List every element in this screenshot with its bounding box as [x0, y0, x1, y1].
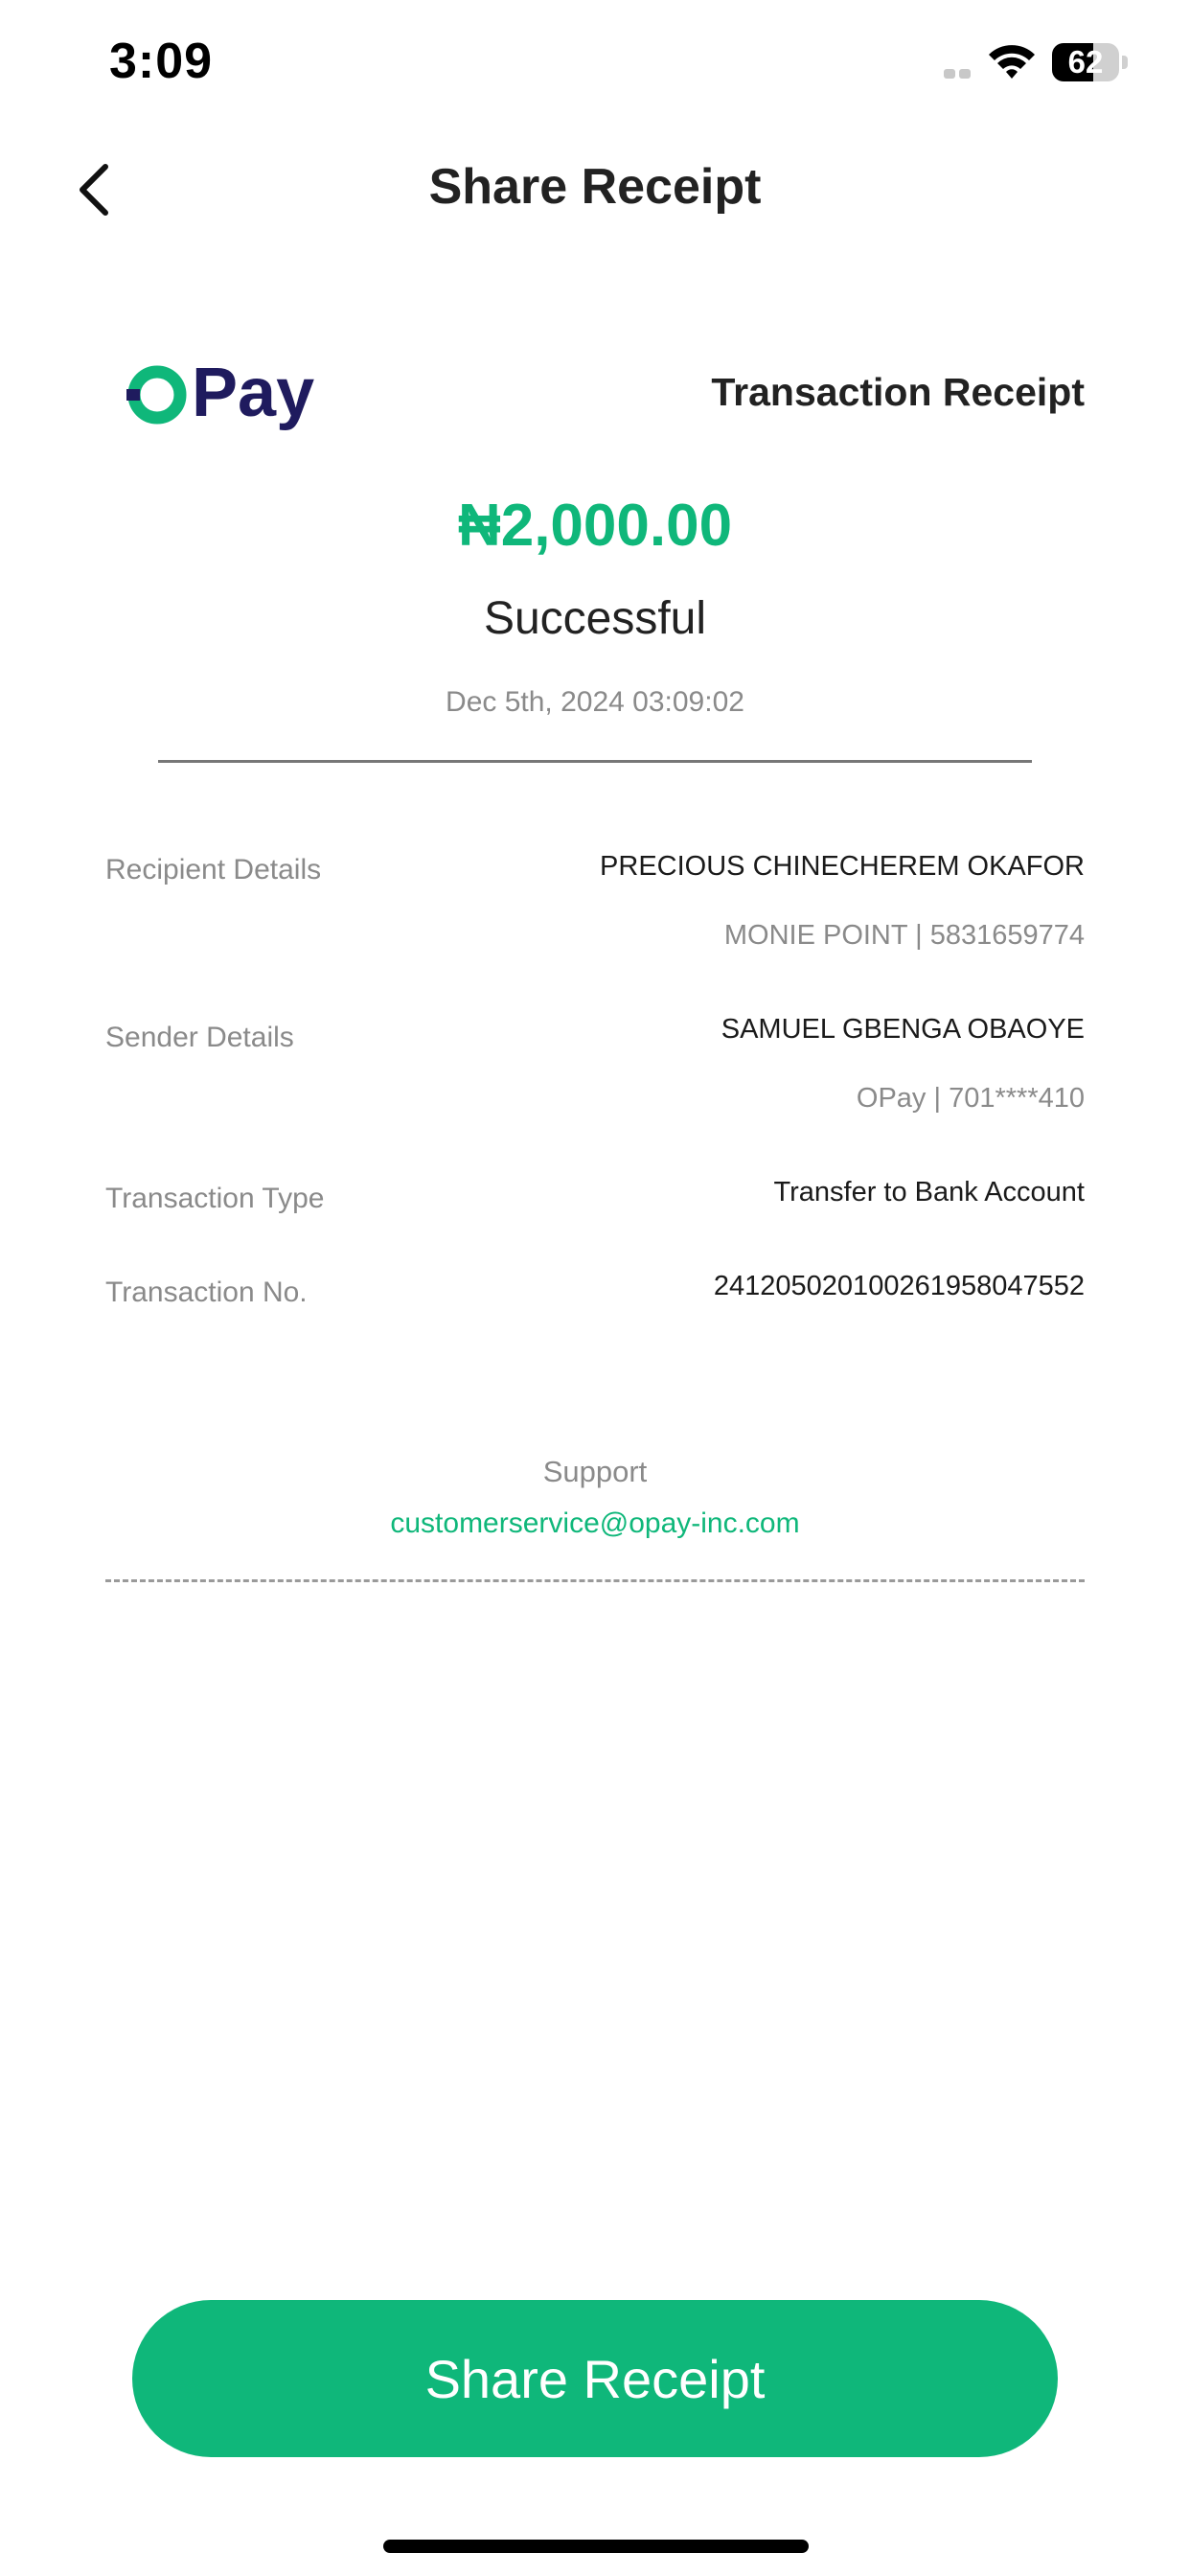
transaction-no-value: 241205020100261958047552 [713, 1271, 1085, 1301]
transaction-amount: ₦2,000.00 [457, 493, 733, 559]
svg-text:Pay: Pay [192, 356, 315, 431]
transaction-no-label: Transaction No. [105, 1276, 308, 1308]
transaction-type-value: Transfer to Bank Account [773, 1177, 1085, 1208]
support-label: Support [542, 1455, 648, 1488]
dashed-divider [105, 1579, 1085, 1582]
receipt-title: Transaction Receipt [711, 370, 1085, 414]
status-time: 3:09 [109, 34, 214, 89]
recipient-name: PRECIOUS CHINECHEREM OKAFOR [600, 851, 1085, 882]
support-email-link[interactable]: customerservice@opay-inc.com [390, 1507, 800, 1539]
opay-logo [123, 356, 333, 433]
divider [158, 760, 1032, 763]
transaction-datetime: Dec 5th, 2024 03:09:02 [446, 686, 744, 718]
sender-details-label: Sender Details [105, 1022, 294, 1053]
battery-icon [1052, 43, 1129, 81]
transaction-status: Successful [483, 593, 707, 644]
recipient-account: MONIE POINT | 5831659774 [723, 920, 1085, 951]
recipient-details-label: Recipient Details [105, 854, 322, 886]
sender-name: SAMUEL GBENGA OBAOYE [721, 1014, 1085, 1045]
sender-account: OPay | 701****410 [856, 1083, 1085, 1114]
home-indicator [383, 2540, 809, 2553]
page-title: Share Receipt [428, 159, 762, 215]
battery-level: 62 [1067, 44, 1104, 80]
transaction-type-label: Transaction Type [105, 1183, 325, 1214]
share-receipt-button[interactable]: Share Receipt [132, 2300, 1058, 2457]
cellular-signal-icon [944, 69, 973, 79]
wifi-icon [987, 43, 1037, 81]
